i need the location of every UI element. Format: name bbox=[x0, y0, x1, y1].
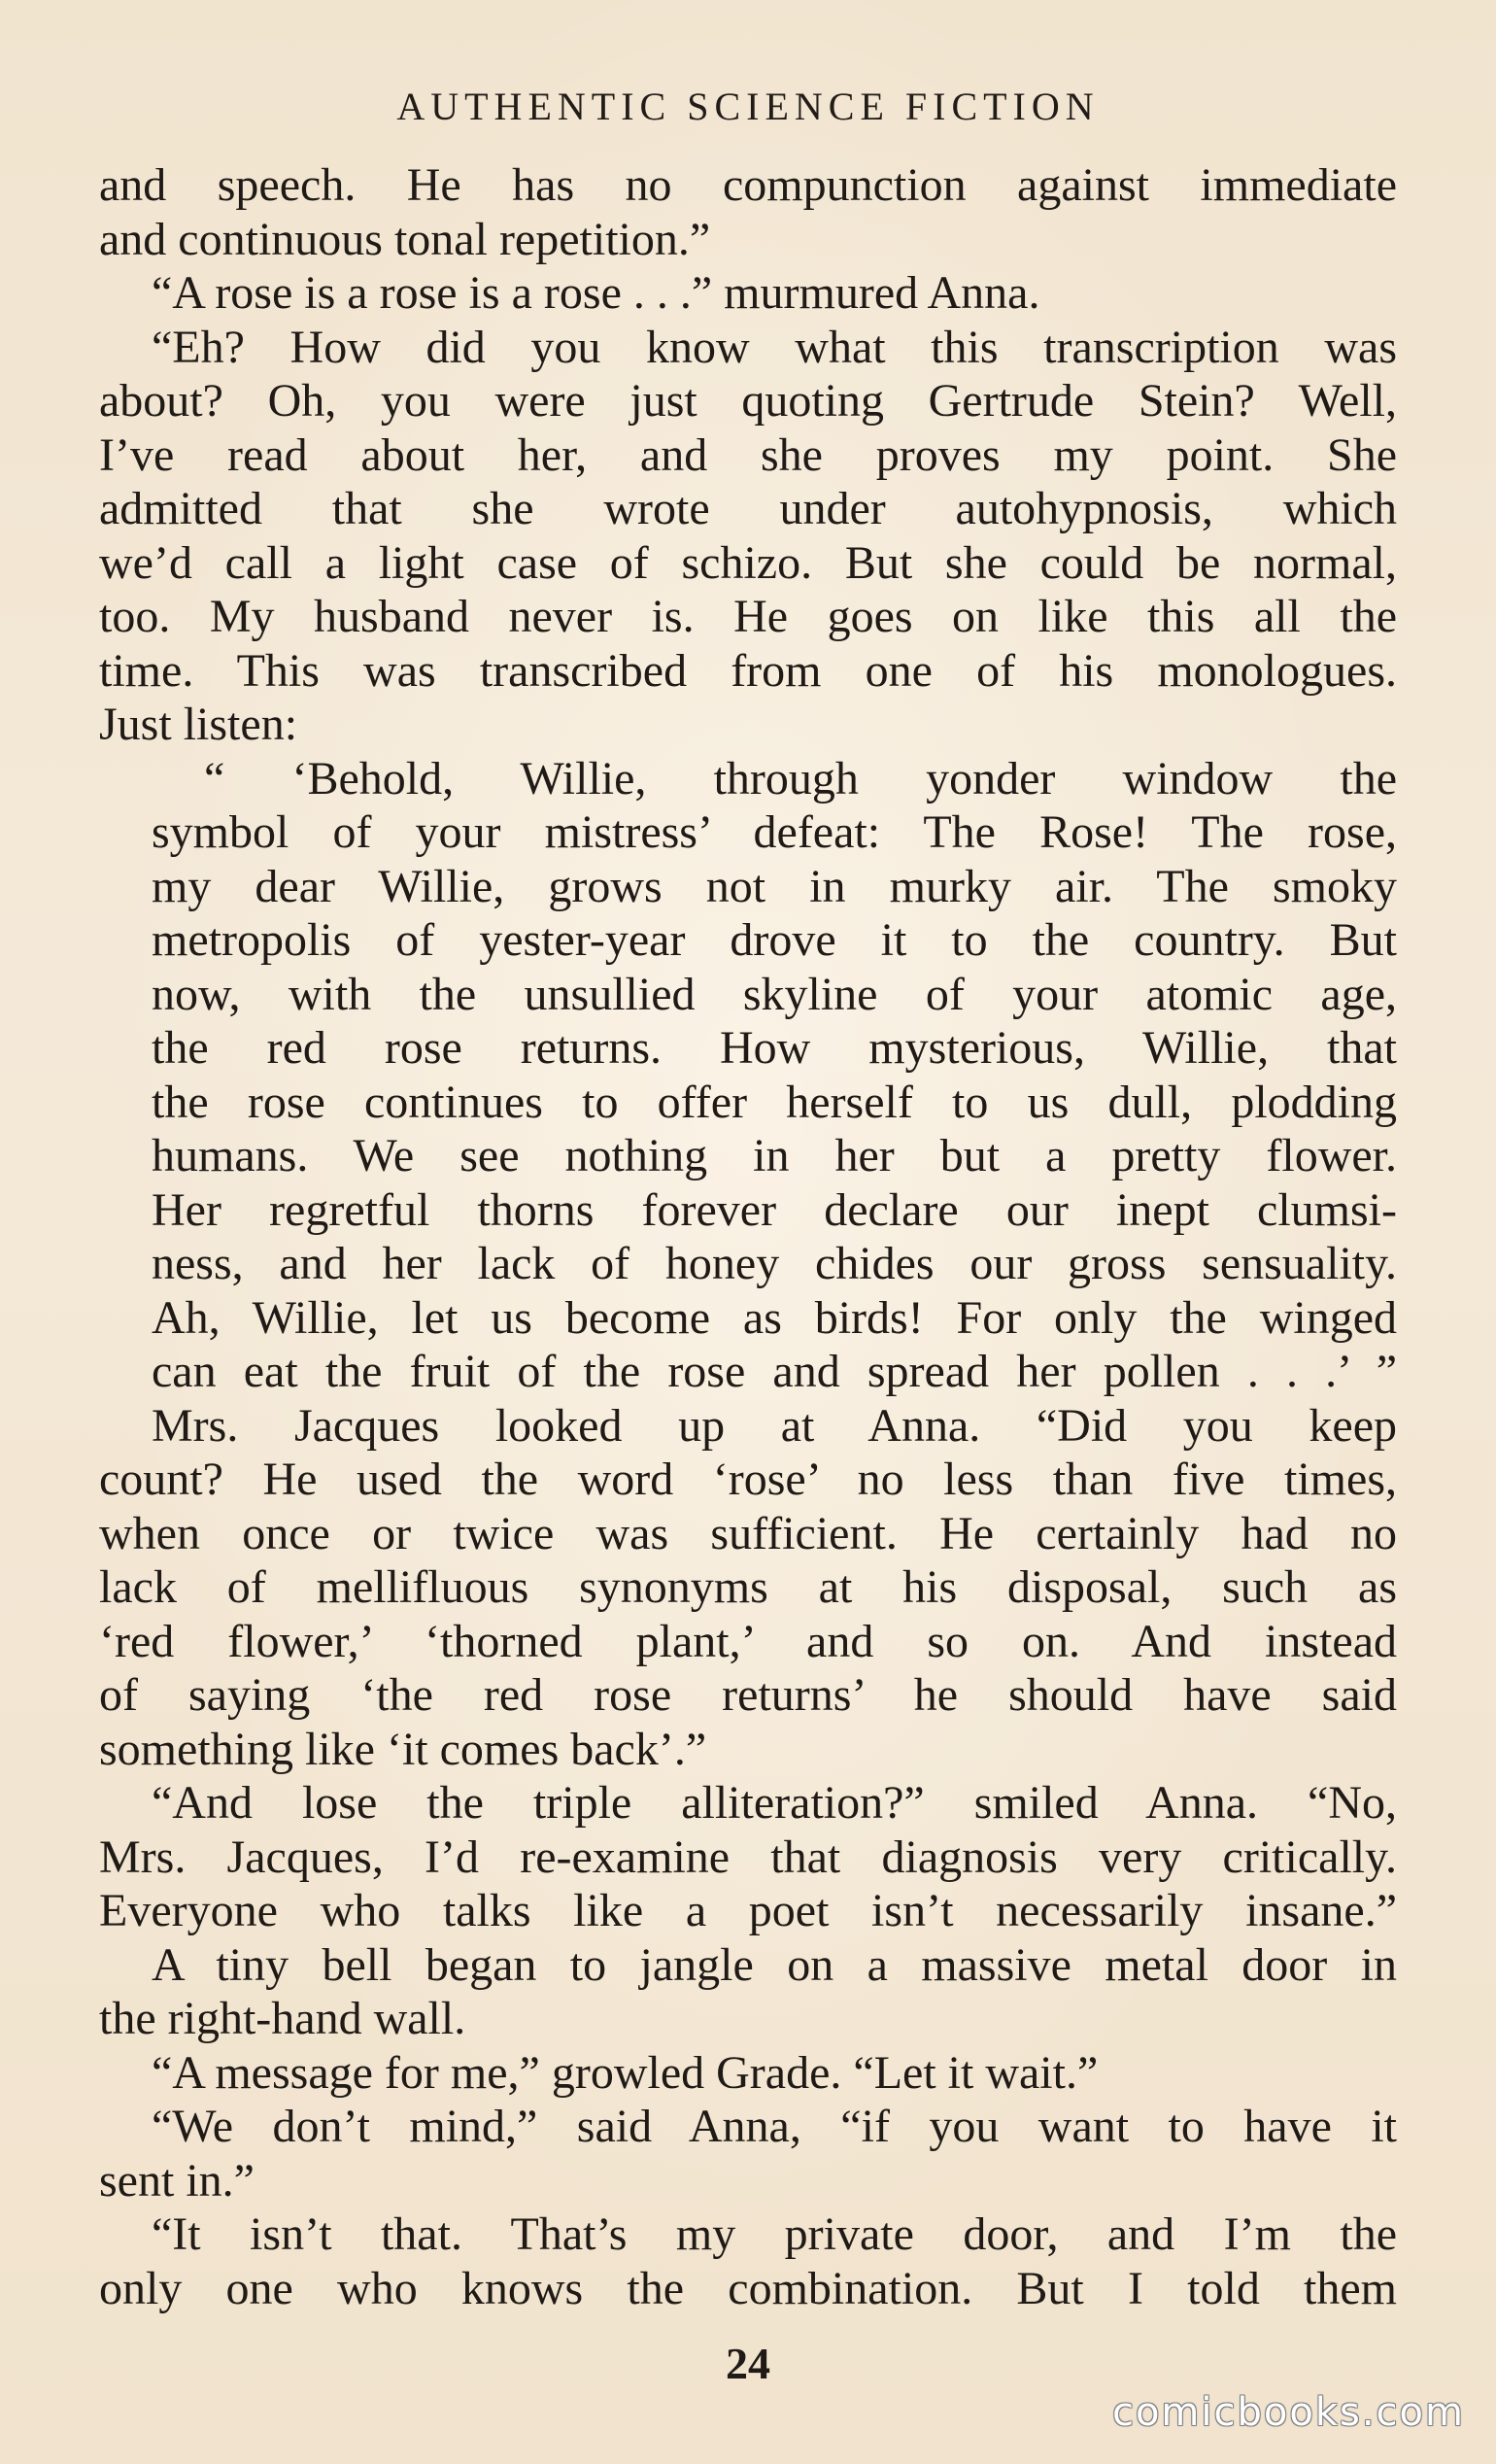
text-line: my dear Willie, grows not in murky air. The smoky bbox=[152, 860, 1397, 912]
text-line: about? Oh, you were just quoting Gertrude Stein? Well, bbox=[99, 375, 1397, 427]
body-text bbox=[99, 158, 1397, 2315]
text-line: Ah, Willie, let us become as birds! For only the winged bbox=[152, 1291, 1397, 1344]
text-line: Everyone who talks like a poet isn’t necessarily insane.” bbox=[99, 1885, 1397, 1936]
text-line: Mrs. Jacques looked up at Anna. “Did you keep bbox=[152, 1399, 1397, 1452]
text-line: too. My husband never is. He goes on like this all the bbox=[99, 591, 1397, 642]
text-line: A tiny bell began to jangle on a massive metal door in bbox=[152, 1938, 1397, 1991]
text-line: something like ‘it comes back’.” bbox=[99, 1723, 707, 1775]
text-line: only one who knows the combination. But I told them bbox=[99, 2262, 1397, 2314]
page-number: 24 bbox=[726, 2339, 770, 2388]
text-line: humans. We see nothing in her but a pretty flower. bbox=[152, 1130, 1397, 1181]
text-line: lack of mellifluous synonyms at his disposal, such as bbox=[99, 1561, 1397, 1613]
text-line: Mrs. Jacques, I’d re-examine that diagnosis very critically. bbox=[99, 1831, 1397, 1883]
text-line: symbol of your mistress’ defeat: The Rose! The rose, bbox=[152, 806, 1397, 858]
text-line: time. This was transcribed from one of his monologues. bbox=[99, 644, 1397, 697]
text-line: now, with the unsullied skyline of your atomic age, bbox=[152, 968, 1397, 1020]
text-line: admitted that she wrote under autohypnosis, which bbox=[99, 483, 1397, 534]
text-line: “ ‘Behold, Willie, through yonder window the bbox=[204, 752, 1397, 804]
running-head: AUTHENTIC SCIENCE FICTION bbox=[396, 85, 1100, 128]
site-watermark: comicbooks.com bbox=[1111, 2390, 1465, 2435]
text-line: when once or twice was sufficient. He certainly had no bbox=[99, 1507, 1397, 1559]
text-line: “A message for me,” growled Grade. “Let it wait.” bbox=[152, 2046, 1099, 2099]
text-line: and continuous tonal repetition.” bbox=[99, 213, 711, 265]
text-line: “We don’t mind,” said Anna, “if you want to have it bbox=[152, 2101, 1397, 2152]
text-line: “A rose is a rose is a rose . . .” murmured Anna. bbox=[152, 267, 1040, 319]
text-line: “It isn’t that. That’s my private door, and I’m the bbox=[152, 2208, 1397, 2260]
text-line: “Eh? How did you know what this transcription was bbox=[152, 321, 1397, 373]
text-line: the right-hand wall. bbox=[99, 1993, 466, 2044]
text-line: Just listen: bbox=[99, 699, 298, 750]
text-line: Her regretful thorns forever declare our inept clumsi- bbox=[152, 1183, 1397, 1236]
text-line: ness, and her lack of honey chides our gross sensuality. bbox=[152, 1238, 1397, 1289]
text-line: the red rose returns. How mysterious, Willie, that bbox=[152, 1022, 1397, 1074]
text-line: “And lose the triple alliteration?” smiled Anna. “No, bbox=[152, 1777, 1397, 1829]
text-line: I’ve read about her, and she proves my point. She bbox=[99, 428, 1397, 481]
text-line: the rose continues to offer herself to us dull, plodding bbox=[152, 1076, 1397, 1128]
text-line: ‘red flower,’ ‘thorned plant,’ and so on. And instead bbox=[99, 1615, 1397, 1667]
text-line: count? He used the word ‘rose’ no less than five times, bbox=[99, 1454, 1397, 1505]
text-line: we’d call a light case of schizo. But she could be normal, bbox=[99, 536, 1397, 589]
text-line: and speech. He has no compunction against immediate bbox=[99, 159, 1397, 211]
text-line: of saying ‘the red rose returns’ he should have said bbox=[99, 1669, 1397, 1721]
text-line: can eat the fruit of the rose and spread her pollen . . .’ ” bbox=[152, 1346, 1397, 1397]
text-line: metropolis of yester-year drove it to the country. But bbox=[152, 914, 1397, 966]
text-line: sent in.” bbox=[99, 2154, 255, 2207]
